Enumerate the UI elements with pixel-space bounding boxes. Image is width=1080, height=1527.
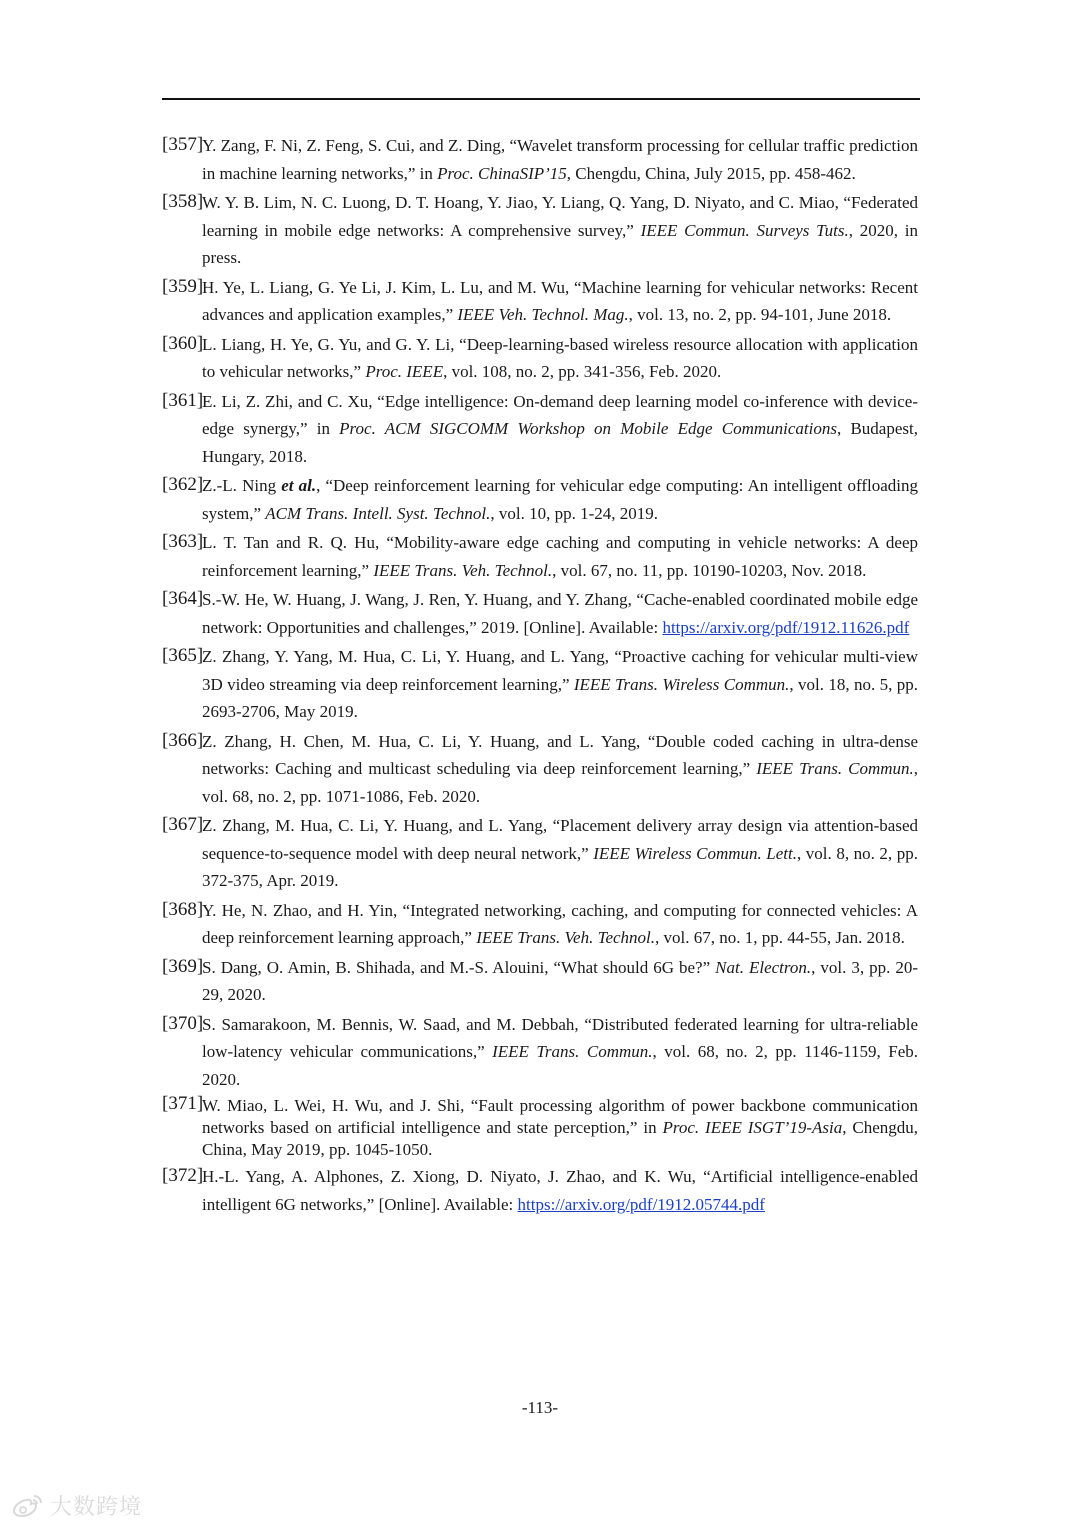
reference-venue: Nat. Electron. bbox=[715, 957, 812, 977]
reference-text: E. Li, Z. Zhi, and C. Xu, “Edge intelligence: On-demand deep learning model co-inference with device-edge synergy,” in bbox=[202, 391, 918, 438]
reference-text: H. Ye, L. Liang, G. Ye Li, J. Kim, L. Lu, and M. Wu, “Machine learning for vehicular networks: Recent advances and application examples,” bbox=[202, 277, 918, 324]
reference-item bbox=[162, 274, 918, 329]
reference-item bbox=[162, 897, 918, 952]
reference-text: , vol. 67, no. 11, pp. 10190-10203, Nov. 2018. bbox=[552, 560, 867, 580]
reference-item bbox=[162, 132, 918, 187]
page-number: -113- bbox=[521, 1398, 559, 1417]
reference-number: [361] bbox=[162, 389, 204, 411]
reference-item bbox=[162, 643, 918, 726]
reference-number: [365] bbox=[162, 645, 204, 666]
reference-venue: IEEE Commun. Surveys Tuts. bbox=[640, 220, 849, 240]
reference-text: W. Miao, L. Wei, H. Wu, and J. Shi, “Fault processing algorithm of power backbone communication networks based on artificial intelligence and state perception,” in bbox=[202, 1096, 918, 1137]
reference-item bbox=[162, 331, 918, 386]
reference-number: [360] bbox=[162, 332, 204, 354]
reference-number: [357] bbox=[162, 134, 204, 155]
reference-venue: IEEE Veh. Technol. Mag. bbox=[457, 305, 629, 324]
reference-text: , vol. 3, pp. 20-29, 2020. bbox=[202, 957, 919, 1004]
reference-text: Z. Zhang, M. Hua, C. Li, Y. Huang, and L. Yang, “Placement delivery array design via attention-based sequence-to-sequence model with deep neural network,” bbox=[202, 816, 918, 863]
reference-item bbox=[162, 1095, 918, 1161]
reference-text: , Budapest, Hungary, 2018. bbox=[202, 419, 918, 466]
reference-item bbox=[162, 1011, 918, 1094]
watermark bbox=[10, 1490, 142, 1521]
header-rule bbox=[162, 98, 920, 100]
reference-number: [367] bbox=[162, 814, 204, 835]
reference-text: S. Samarakoon, M. Bennis, W. Saad, and M. Debbah, “Distributed federated learning for ultra-reliable low-latency vehicular communications,” bbox=[202, 1014, 918, 1061]
reference-item bbox=[162, 728, 918, 811]
reference-number: [372] bbox=[162, 1165, 204, 1186]
reference-text: , vol. 67, no. 1, pp. 44-55, Jan. 2018. bbox=[655, 928, 905, 947]
reference-text: L. Liang, H. Ye, G. Yu, and G. Y. Li, “Deep-learning-based wireless resource allocation with application to vehicular networks,” bbox=[202, 334, 918, 381]
reference-number: [362] bbox=[162, 474, 204, 495]
reference-venue: IEEE Trans. Commun. bbox=[492, 1042, 653, 1061]
reference-venue: Proc. ChinaSIP’15 bbox=[437, 163, 567, 183]
reference-text: , 2020, in press. bbox=[202, 220, 919, 267]
reference-text: , vol. 68, no. 2, pp. 1071-1086, Feb. 2020. bbox=[202, 759, 918, 806]
reference-item bbox=[162, 1163, 918, 1218]
reference-list bbox=[162, 132, 918, 1220]
reference-link[interactable]: https://arxiv.org/pdf/1912.11626.pdf bbox=[662, 617, 910, 637]
weibo-logo-icon bbox=[10, 1493, 44, 1519]
reference-number: [359] bbox=[162, 275, 204, 297]
reference-text: , vol. 18, no. 5, pp. 2693-2706, May 2019. bbox=[202, 674, 918, 721]
reference-text: , vol. 68, no. 2, pp. 1146-1159, Feb. 2020. bbox=[202, 1042, 918, 1089]
reference-number: [368] bbox=[162, 898, 204, 920]
reference-text: , vol. 13, no. 2, pp. 94-101, June 2018. bbox=[628, 305, 892, 324]
reference-number: [363] bbox=[162, 531, 204, 552]
reference-number: [369] bbox=[162, 955, 204, 977]
reference-number: [371] bbox=[162, 1093, 204, 1114]
reference-venue: IEEE Trans. Commun. bbox=[756, 759, 914, 778]
reference-item bbox=[162, 812, 918, 895]
reference-number: [370] bbox=[162, 1012, 204, 1034]
reference-item bbox=[162, 954, 918, 1009]
reference-text: L. T. Tan and R. Q. Hu, “Mobility-aware edge caching and computing in vehicle networks: A deep reinforcement learning,” bbox=[202, 533, 918, 580]
reference-venue: Proc. IEEE bbox=[365, 362, 444, 381]
reference-venue: IEEE Trans. Wireless Commun. bbox=[573, 674, 790, 694]
watermark-text: 大数跨境 bbox=[50, 1495, 143, 1520]
reference-venue: Proc. ACM SIGCOMM Workshop on Mobile Edge Communications bbox=[339, 419, 837, 438]
reference-text: S.-W. He, W. Huang, J. Wang, J. Ren, Y. Huang, and Y. Zhang, “Cache-enabled coordinated mobile edge network: Opportunities and challenges,” 2019. [Online]. Available: bbox=[202, 590, 918, 637]
reference-item bbox=[162, 472, 918, 527]
reference-link[interactable]: https://arxiv.org/pdf/1912.05744.pdf bbox=[517, 1194, 765, 1214]
reference-venue: IEEE Wireless Commun. Lett. bbox=[593, 843, 797, 863]
reference-text: Y. Zang, F. Ni, Z. Feng, S. Cui, and Z. Ding, “Wavelet transform processing for cellular traffic prediction in machine learning networks,” in bbox=[202, 136, 918, 183]
reference-text: W. Y. B. Lim, N. C. Luong, D. T. Hoang, Y. Jiao, Y. Liang, Q. Yang, D. Niyato, and C. Miao, “Federated learning in mobile edge networks: A comprehensive survey,” bbox=[202, 193, 918, 240]
reference-text: Z. Zhang, H. Chen, M. Hua, C. Li, Y. Huang, and L. Yang, “Double coded caching in ultra-dense networks: Caching and multicast scheduling via deep reinforcement learning,” bbox=[202, 731, 918, 778]
reference-number: [366] bbox=[162, 729, 204, 751]
reference-item bbox=[162, 586, 918, 641]
reference-text: Y. He, N. Zhao, and H. Yin, “Integrated networking, caching, and computing for connected vehicles: A deep reinforcement learning approach,” bbox=[202, 900, 918, 947]
reference-venue: ACM Trans. Intell. Syst. Technol. bbox=[265, 503, 491, 523]
reference-item bbox=[162, 529, 918, 584]
reference-text: , Chengdu, China, July 2015, pp. 458-462. bbox=[566, 163, 856, 183]
reference-venue: IEEE Trans. Veh. Technol. bbox=[373, 560, 553, 580]
reference-text: S. Dang, O. Amin, B. Shihada, and M.-S. Alouini, “What should 6G be?” bbox=[202, 957, 716, 977]
reference-number: [364] bbox=[162, 588, 204, 609]
reference-text: Z.-L. Ning bbox=[202, 476, 282, 495]
reference-text: H.-L. Yang, A. Alphones, Z. Xiong, D. Niyato, J. Zhao, and K. Wu, “Artificial intelligence-enabled intelligent 6G networks,” [Online]. Available: bbox=[202, 1167, 918, 1214]
reference-venue: Proc. IEEE ISGT’19-Asia bbox=[662, 1118, 843, 1137]
reference-venue: IEEE Trans. Veh. Technol. bbox=[476, 928, 656, 947]
reference-text: , vol. 108, no. 2, pp. 341-356, Feb. 2020. bbox=[443, 362, 722, 381]
reference-item bbox=[162, 189, 918, 272]
reference-number: [358] bbox=[162, 191, 204, 212]
reference-text: , vol. 8, no. 2, pp. 372-375, Apr. 2019. bbox=[202, 843, 918, 890]
reference-text: Z. Zhang, Y. Yang, M. Hua, C. Li, Y. Huang, and L. Yang, “Proactive caching for vehicular multi-view 3D video streaming via deep reinforcement learning,” bbox=[202, 647, 918, 694]
reference-text: , Chengdu, China, May 2019, pp. 1045-1050. bbox=[202, 1118, 918, 1159]
reference-item bbox=[162, 388, 918, 471]
reference-text: , “Deep reinforcement learning for vehicular edge computing: An intelligent offloading system,” bbox=[202, 476, 918, 523]
reference-text: , vol. 10, pp. 1-24, 2019. bbox=[490, 503, 659, 523]
reference-etal: et al. bbox=[281, 476, 317, 495]
